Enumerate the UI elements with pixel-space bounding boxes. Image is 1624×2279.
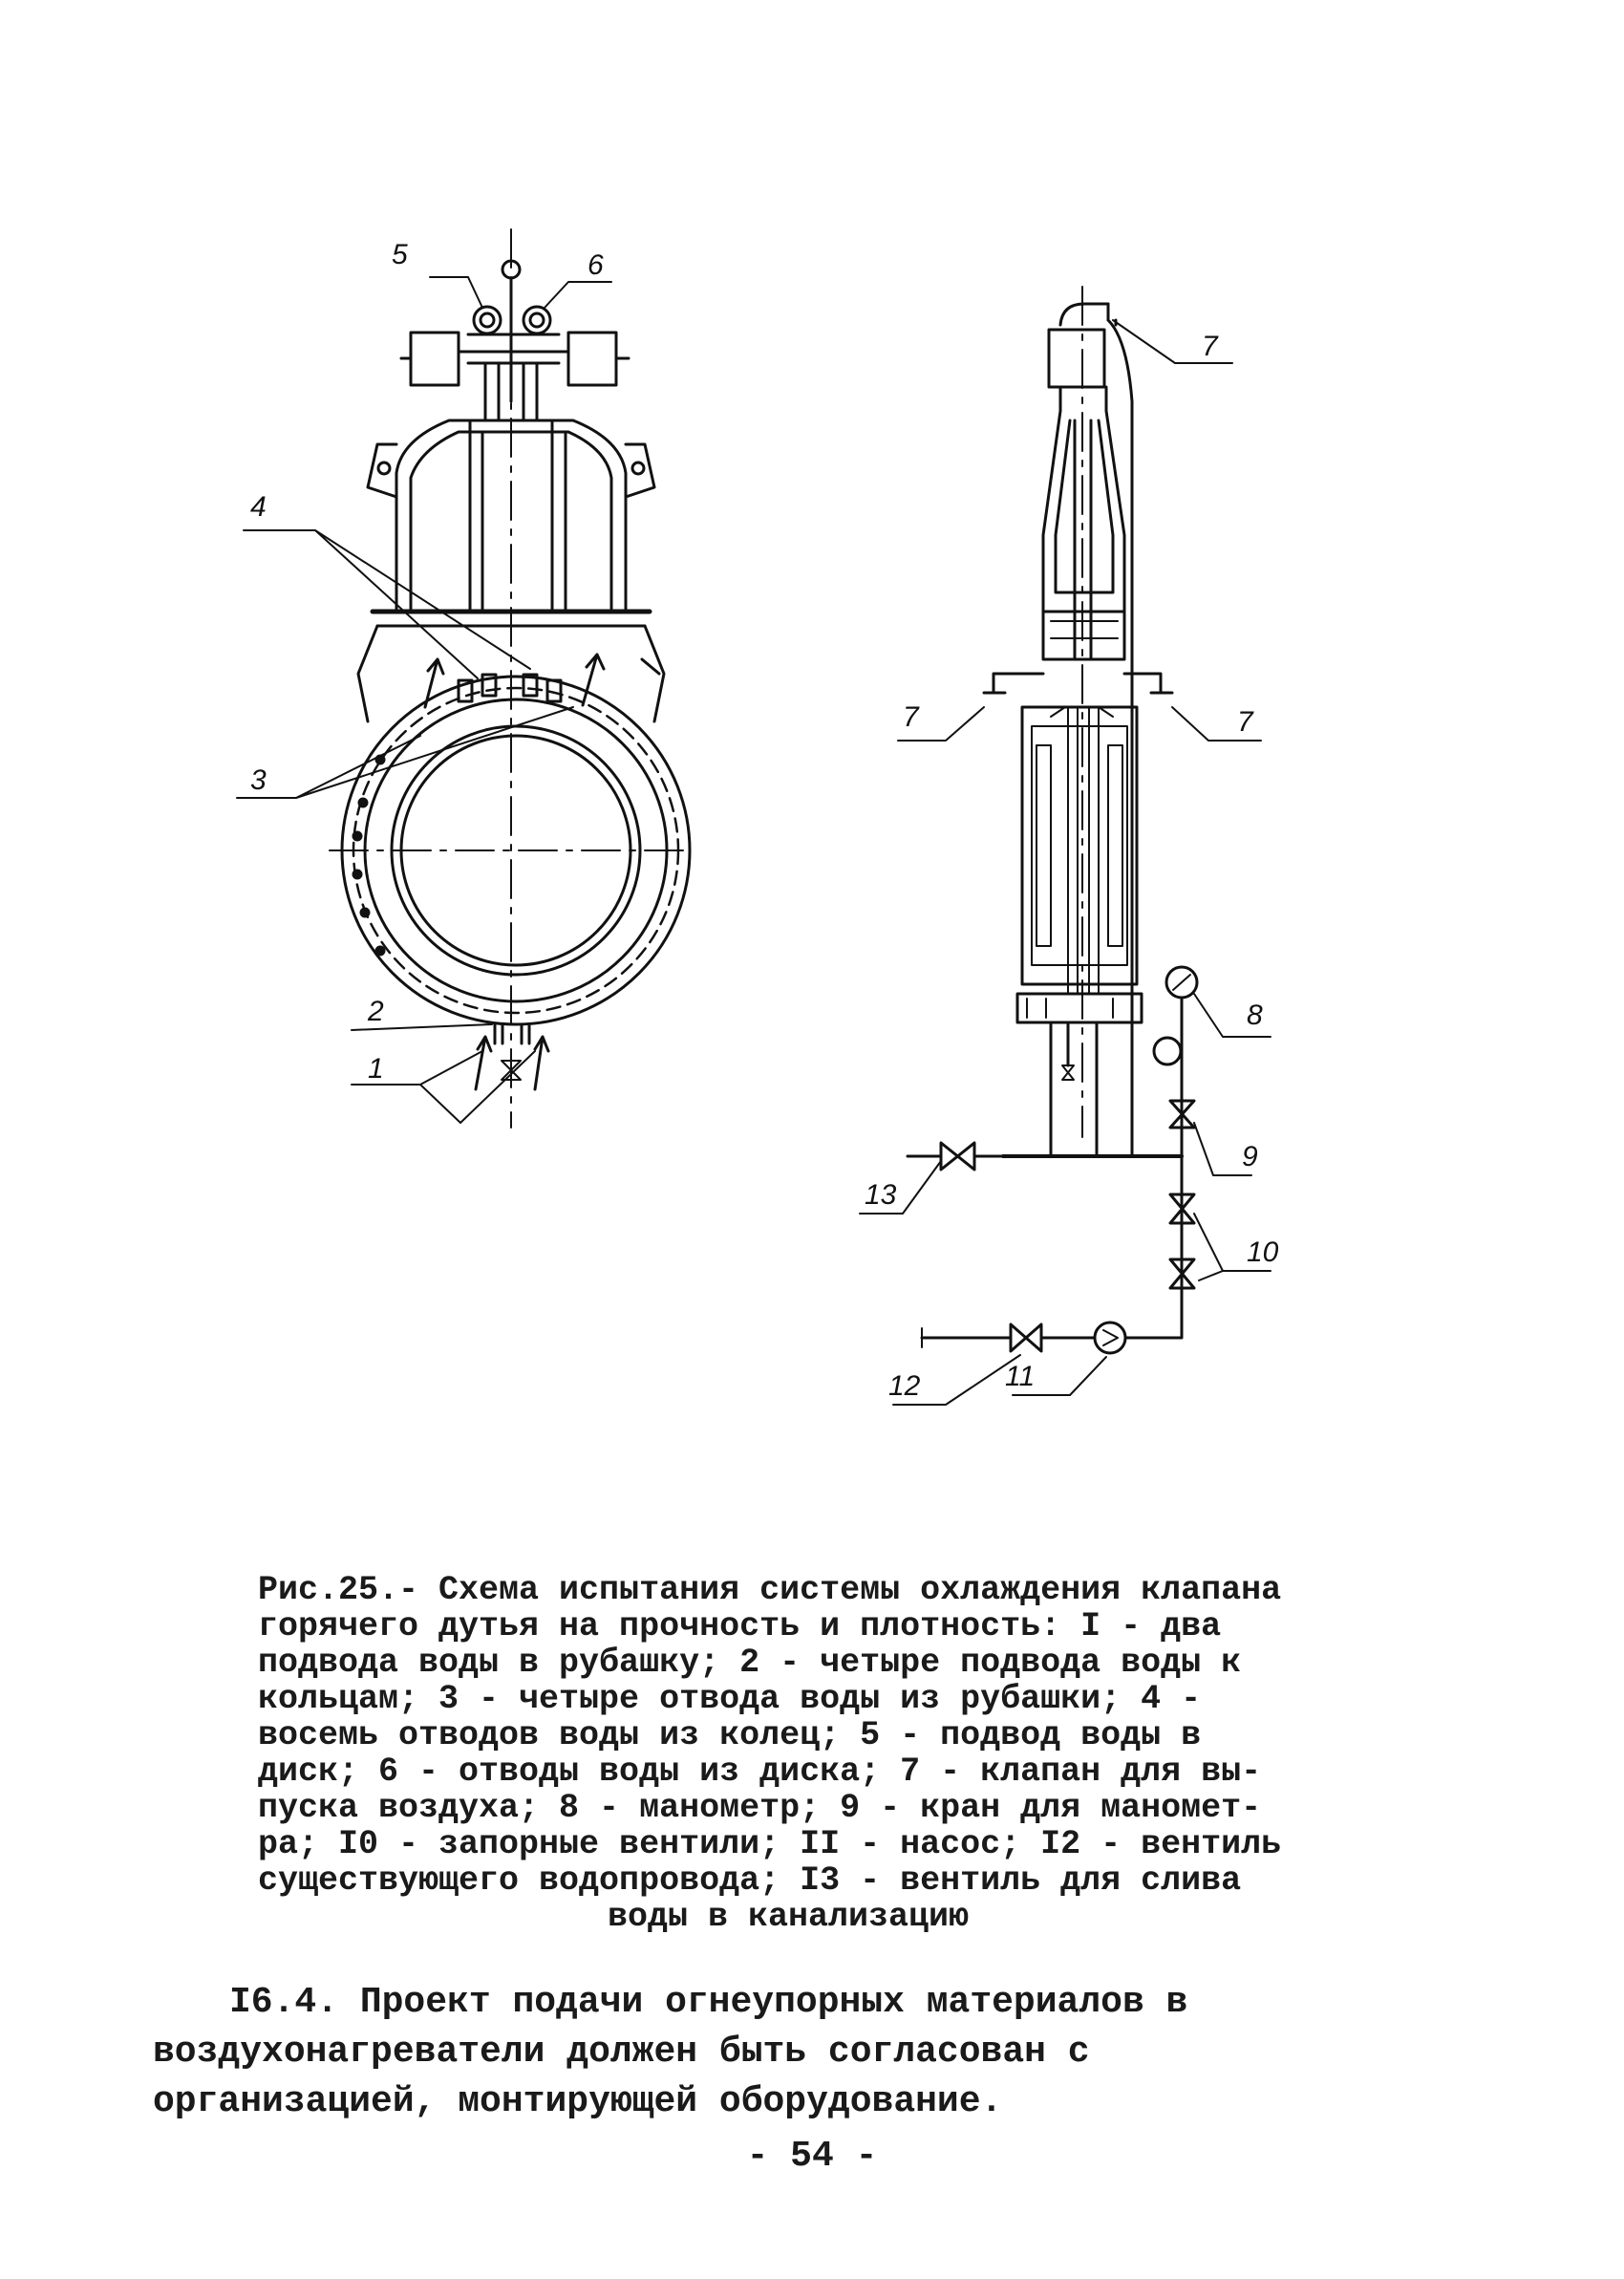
caption-title: Рис.25.- Схема испытания системы охлаждения клапана — [258, 1571, 1282, 1609]
label-3: 3 — [250, 764, 267, 796]
caption-line: восемь отводов воды из колец; 5 - подвод воды в — [258, 1716, 1202, 1754]
valve-side-view-piping — [860, 287, 1279, 1405]
label-7-right: 7 — [1237, 706, 1253, 738]
caption-line: ра; I0 - запорные вентили; II - насос; I2 - вентиль — [258, 1825, 1282, 1863]
label-5: 5 — [392, 239, 408, 270]
label-10: 10 — [1247, 1236, 1279, 1268]
caption-line: существующего водопровода; I3 - вентиль для слива — [258, 1861, 1242, 1900]
caption-line: подвода воды в рубашку; 2 - четыре подвода воды к — [258, 1644, 1242, 1682]
valve-front-view — [237, 229, 693, 1128]
label-7-left: 7 — [903, 701, 919, 733]
label-1: 1 — [368, 1053, 384, 1085]
label-8: 8 — [1247, 1000, 1263, 1031]
label-7-top: 7 — [1202, 331, 1218, 362]
caption-line: диск; 6 - отводы воды из диска; 7 - клапан для вы- — [258, 1752, 1262, 1791]
label-6: 6 — [588, 249, 604, 281]
label-4: 4 — [250, 491, 267, 523]
caption-line: пуска воздуха; 8 - манометр; 9 - кран для маномет- — [258, 1789, 1262, 1827]
caption-line: горячего дутья на прочность и плотность: I - два — [258, 1607, 1222, 1645]
label-12: 12 — [888, 1370, 921, 1402]
label-9: 9 — [1242, 1141, 1258, 1172]
page-number: - 54 - — [746, 2136, 878, 2177]
label-13: 13 — [865, 1179, 897, 1211]
figure-caption — [258, 1572, 1337, 1935]
label-11: 11 — [1005, 1361, 1036, 1392]
body-paragraph — [153, 1978, 1385, 2127]
caption-line: кольцам; 3 - четыре отвода воды из рубашки; 4 - — [258, 1680, 1202, 1718]
caption-last-line: воды в канализацию — [607, 1898, 970, 1936]
paragraph-text: I6.4. Проект подачи огнеупорных материалов в воздухонагреватели должен быть согласован с организацией, монтирующей оборудование. — [153, 1982, 1188, 2122]
label-2: 2 — [368, 996, 384, 1027]
